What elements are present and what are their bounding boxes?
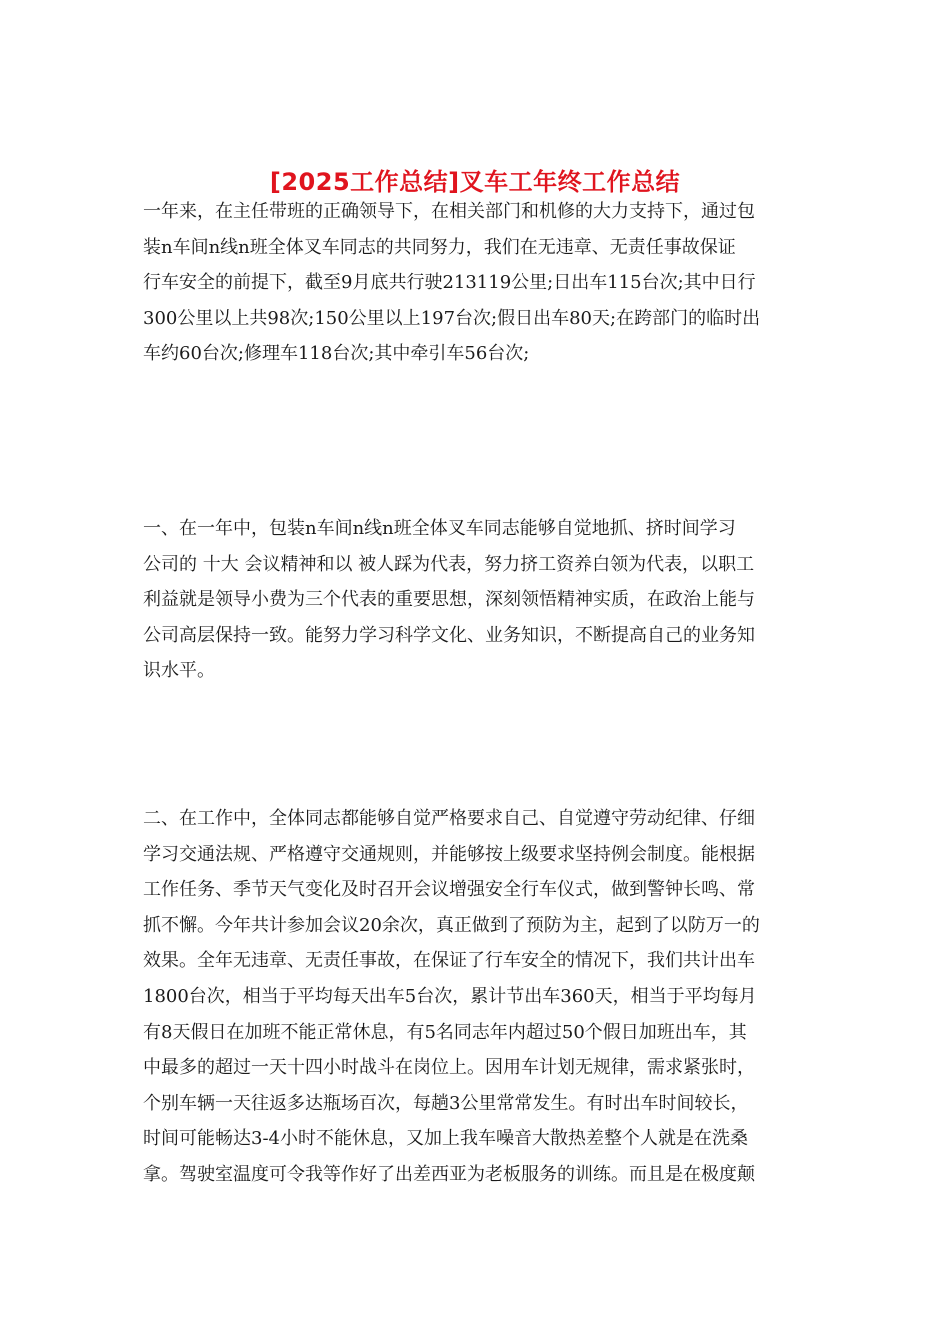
- text-line: 装n车间n线n班全体叉车同志的共同努力，我们在无违章、无责任事故保证: [143, 236, 736, 258]
- paragraph-section-one: [143, 511, 811, 689]
- text-line: 行车安全的前提下，截至9月底共行驶213119公里;日出车115台次;其中日行: [143, 272, 756, 294]
- text-line: 识水平。: [143, 660, 215, 682]
- text-line: 拿。驾驶室温度可令我等作好了出差西亚为老板服务的训练。而且是在极度颠: [143, 1163, 755, 1185]
- text-line: 公司的 十大 会议精神和以 被人踩为代表，努力挤工资养白领为代表，以职工: [143, 553, 755, 575]
- text-line: 300公里以上共98次;150公里以上197台次;假日出车80天;在跨部门的临时出: [143, 307, 761, 329]
- document-title: [2025工作总结]叉车工年终工作总结: [269, 168, 681, 197]
- text-line: 二、在工作中，全体同志都能够自觉严格要求自己、自觉遵守劳动纪律、仔细: [143, 808, 755, 829]
- text-line: 公司高层保持一致。能努力学习科学文化、业务知识，不断提高自己的业务知: [143, 624, 755, 646]
- text-line: 一、在一年中，包装n车间n线n班全体叉车同志能够自觉地抓、挤时间学习: [143, 518, 736, 539]
- text-line: 中最多的超过一天十四小时战斗在岗位上。因用车计划无规律，需求紧张时，: [143, 1057, 755, 1079]
- text-line: 利益就是领导小费为三个代表的重要思想，深刻领悟精神实质，在政治上能与: [143, 589, 755, 611]
- text-line: 时间可能畅达3-4小时不能休息，又加上我车噪音大散热差整个人就是在洗桑: [143, 1128, 748, 1150]
- text-line: 有8天假日在加班不能正常休息，有5名同志年内超过50个假日加班出车，其: [143, 1021, 747, 1043]
- text-line: 抓不懈。今年共计参加会议20余次，真正做到了预防为主，起到了以防万一的: [143, 914, 760, 936]
- text-line: 个别车辆一天往返多达瓶场百次，每趟3公里常常发生。有时出车时间较长，: [143, 1092, 749, 1114]
- text-line: 学习交通法规、严格遵守交通规则，并能够按上级要求坚持例会制度。能根据: [143, 843, 755, 865]
- text-line: 1800台次，相当于平均每天出车5台次，累计节出车360天，相当于平均每月: [143, 985, 757, 1007]
- paragraph-intro: [143, 194, 811, 372]
- text-line: 效果。全年无违章、无责任事故，在保证了行车安全的情况下，我们共计出车: [143, 950, 755, 972]
- text-line: 工作任务、季节天气变化及时召开会议增强安全行车仪式，做到警钟长鸣、常: [143, 879, 755, 901]
- text-line: 车约60台次;修理车118台次;其中牵引车56台次;: [143, 343, 530, 365]
- paragraph-section-two: [143, 801, 811, 1193]
- text-line: 一年来，在主任带班的正确领导下，在相关部门和机修的大力支持下，通过包: [143, 201, 755, 222]
